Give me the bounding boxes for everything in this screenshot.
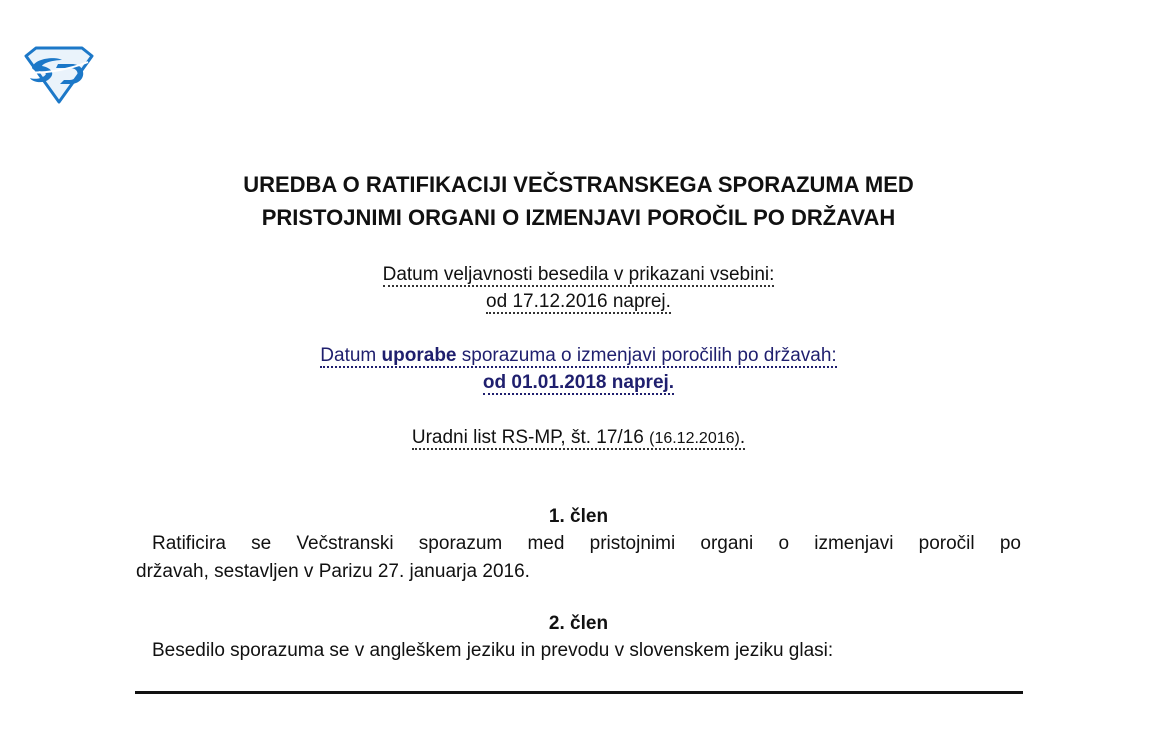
article-1-text-line2: državah, sestavljen v Parizu 27. januarja 2016. [136,561,530,582]
article-2-text: Besedilo sporazuma se v angleškem jeziku in prevodu v slovenskem jeziku glasi: [152,640,834,661]
validity-date-value-text[interactable]: od 17.12.2016 naprej. [486,291,671,312]
article-1-text-line1: Ratificira se Večstranski sporazum med pristojnimi organi o izmenjavi poročil po [152,533,1021,554]
article-1-heading: 1. člen [548,506,609,527]
gazette-end: . [739,427,746,448]
application-date-label[interactable] [0,344,1157,368]
application-prefix: Datum [320,345,382,366]
validity-date-value[interactable] [0,290,1157,314]
article-2-heading: 2. člen [548,613,609,634]
gazette-date: (16.12.2016) [649,430,740,447]
application-date-value-text[interactable]: od 01.01.2018 naprej. [482,372,675,393]
application-bold-word: uporabe [381,345,457,366]
official-gazette-reference[interactable] [0,426,1157,451]
official-gazette-link[interactable] [412,427,745,450]
application-date-label-text[interactable] [320,345,836,368]
document-title-line2: PRISTOJNIMI ORGANI O IZMENJAVI POROČIL PO DRŽAVAH [261,205,896,230]
validity-date-label-text[interactable]: Datum veljavnosti besedila v prikazani vsebini: [382,264,775,285]
validity-date-label[interactable] [0,263,1157,287]
horizontal-divider [135,691,1023,694]
application-date-value[interactable] [0,371,1157,395]
application-suffix: sporazuma o izmenjavi poročilih po državah: [456,345,837,366]
gazette-main: Uradni list RS-MP, št. 17/16 [411,427,650,448]
sd-logo-icon [22,46,96,104]
document-title-line1: UREDBA O RATIFIKACIJI VEČSTRANSKEGA SPORAZUMA MED [243,172,914,197]
